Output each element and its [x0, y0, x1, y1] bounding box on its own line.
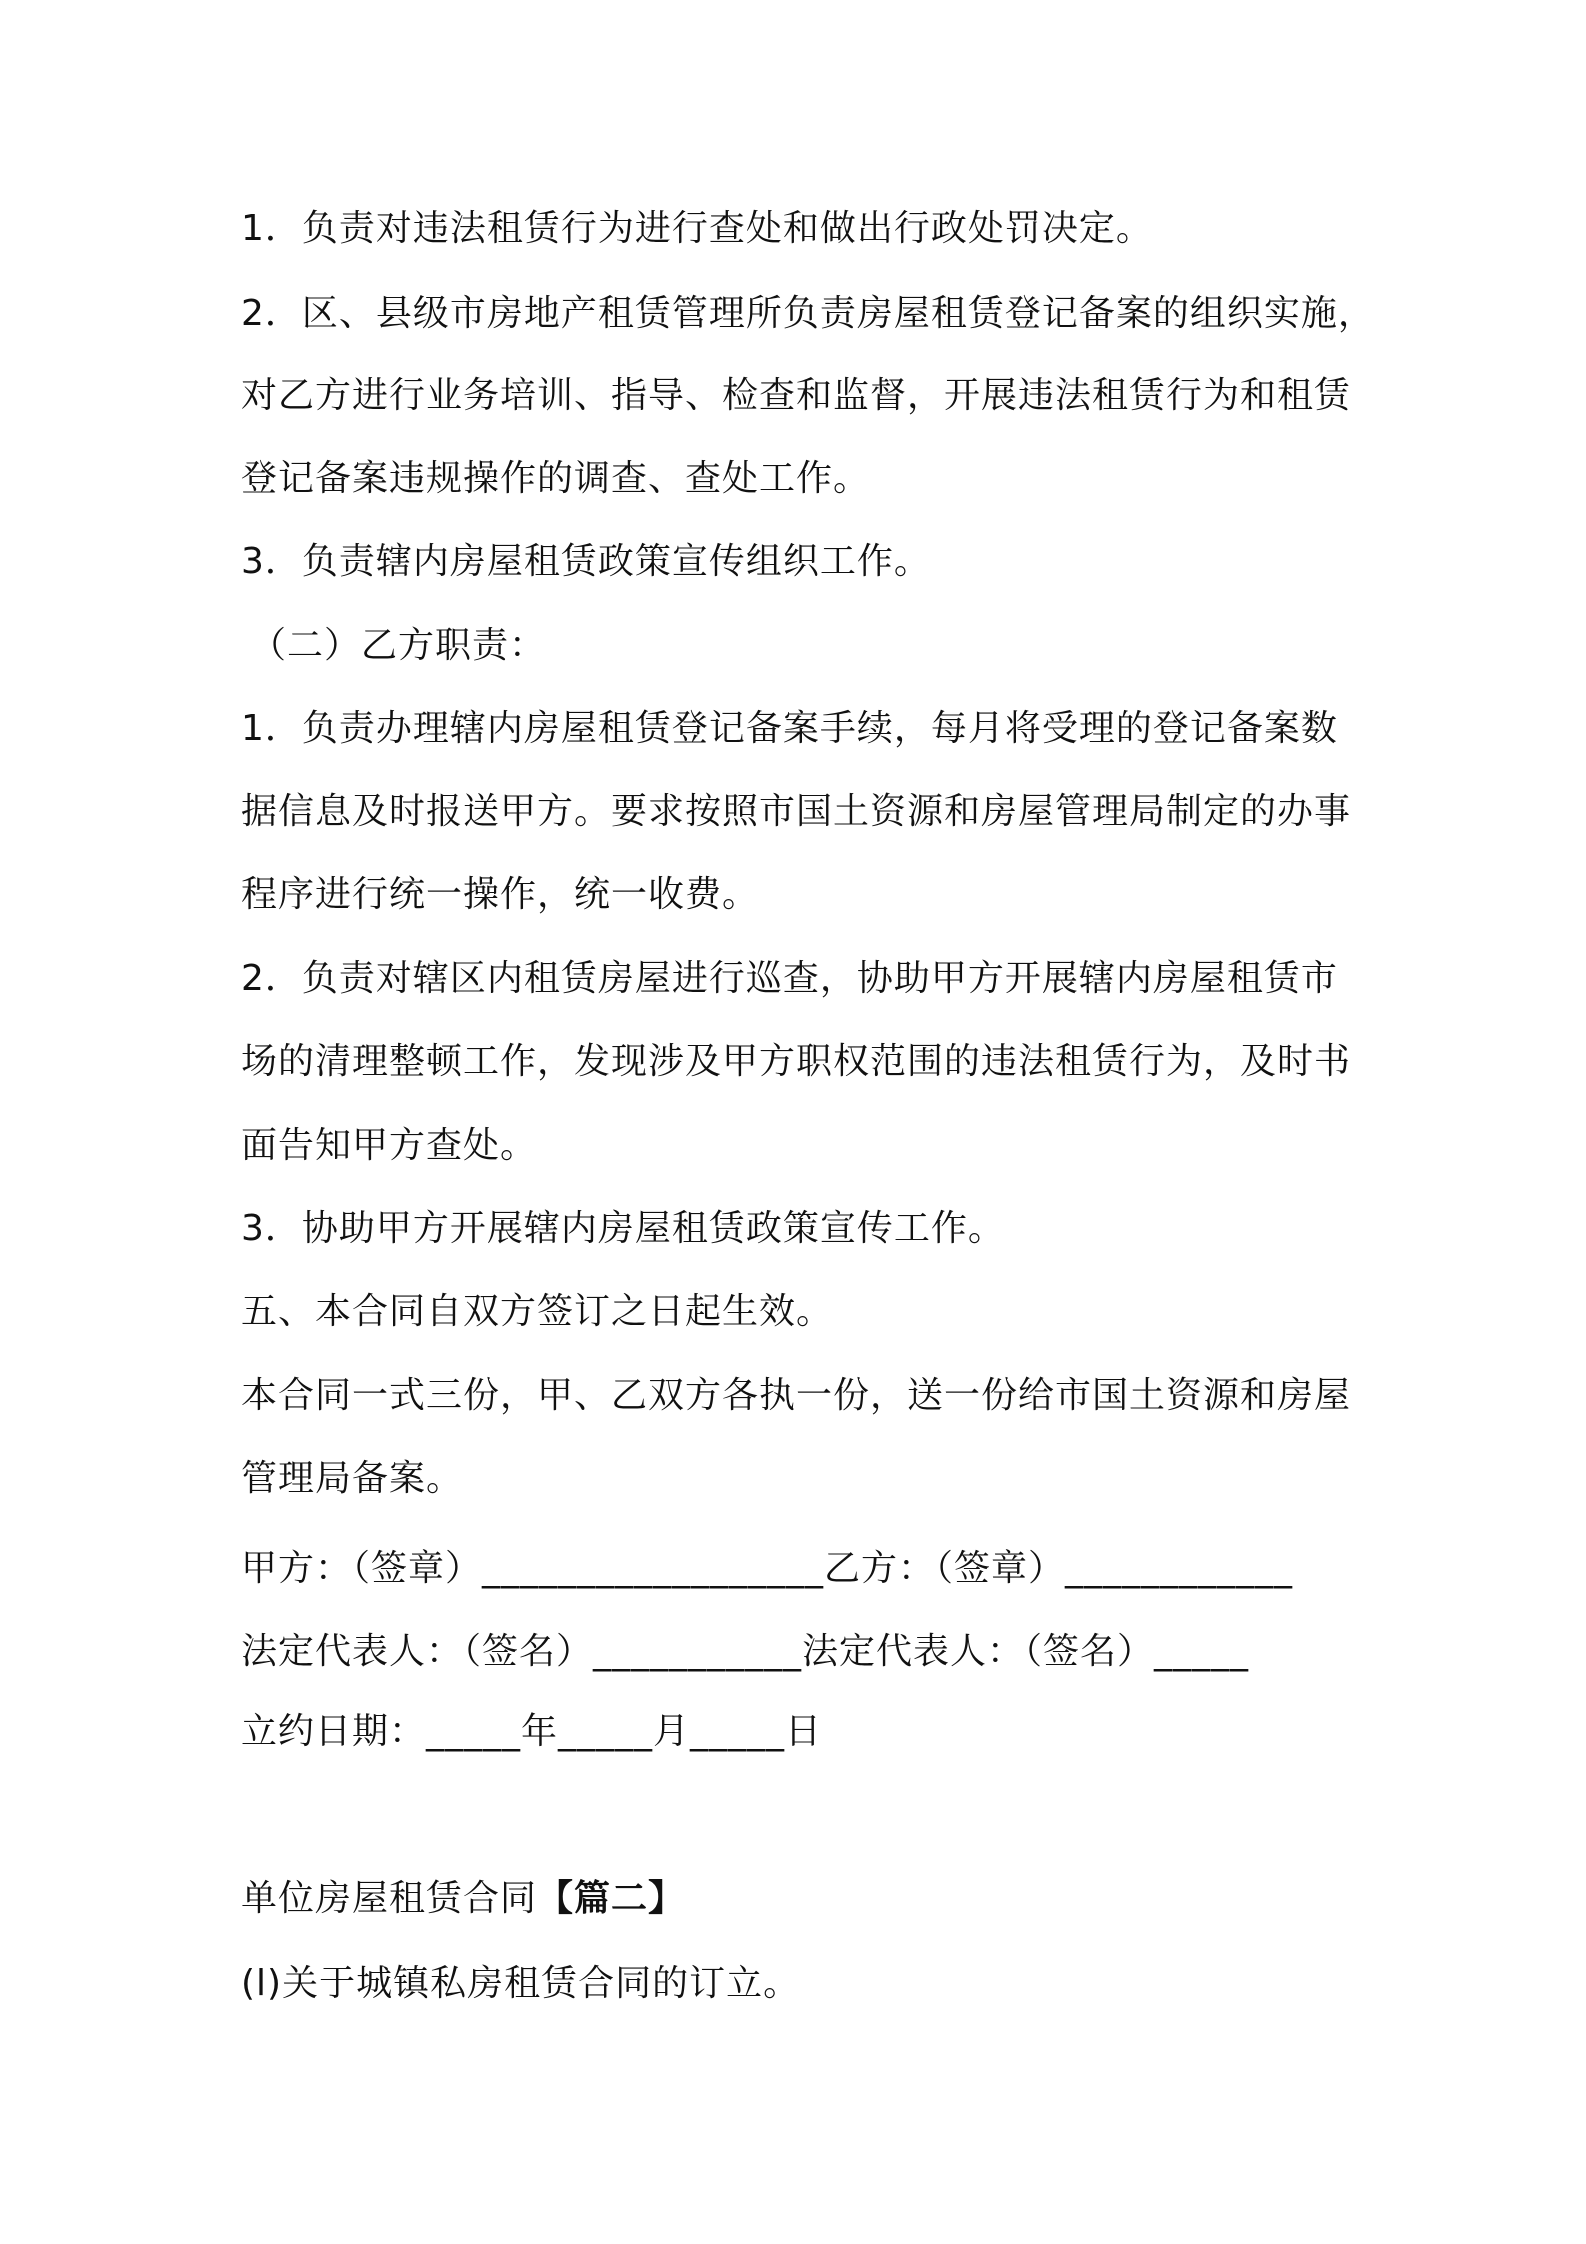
paragraph-line-3: 对乙方进行业务培训、指导、检查和监督，开展违法租赁行为和租赁 [241, 375, 1352, 416]
paragraph-line-14: 五、本合同自双方签订之日起生效。 [241, 1291, 834, 1332]
section-title-text: 单位房屋租赁合同 [241, 1878, 538, 1919]
paragraph-line-16: 管理局备案。 [241, 1458, 464, 1499]
paragraph-line-1: 1．负责对违法租赁行为进行查处和做出行政处罚决定。 [241, 208, 1153, 249]
signature-line-party-a-b: 甲方：（签章）__________________乙方：（签章）____________ [241, 1548, 1294, 1589]
paragraph-last-line: (l)关于城镇私房租赁合同的订立。 [241, 1963, 801, 2004]
section-heading-duties: （二）乙方职责： [250, 625, 547, 666]
signature-line-legal-representatives: 法定代表人：（签名）___________法定代表人：（签名）_____ [241, 1631, 1250, 1672]
paragraph-line-13: 3．协助甲方开展辖内房屋租赁政策宣传工作。 [241, 1208, 1005, 1249]
paragraph-line-10: 2．负责对辖区内租赁房屋进行巡查，协助甲方开展辖内房屋租赁市 [241, 958, 1338, 999]
paragraph-line-11: 场的清理整顿工作，发现涉及甲方职权范围的违法租赁行为，及时书 [241, 1041, 1352, 1082]
paragraph-line-9: 程序进行统一操作，统一收费。 [241, 874, 760, 915]
paragraph-line-12: 面告知甲方查处。 [241, 1125, 538, 1166]
section-title-bracket: 【篇二】 [537, 1878, 686, 1919]
paragraph-line-8: 据信息及时报送甲方。要求按照市国土资源和房屋管理局制定的办事 [241, 791, 1352, 832]
paragraph-line-2: 2．区、县级市房地产租赁管理所负责房屋租赁登记备案的组织实施， [241, 293, 1375, 334]
paragraph-line-7: 1．负责办理辖内房屋租赁登记备案手续，每月将受理的登记备案数 [241, 708, 1338, 749]
section-title [241, 1875, 685, 1923]
paragraph-line-15: 本合同一式三份，甲、乙双方各执一份，送一份给市国土资源和房屋 [241, 1375, 1352, 1416]
contract-date-line: 立约日期：_____年_____月_____日 [241, 1711, 823, 1752]
paragraph-line-4: 登记备案违规操作的调查、查处工作。 [241, 458, 871, 499]
paragraph-line-5: 3．负责辖内房屋租赁政策宣传组织工作。 [241, 541, 931, 582]
